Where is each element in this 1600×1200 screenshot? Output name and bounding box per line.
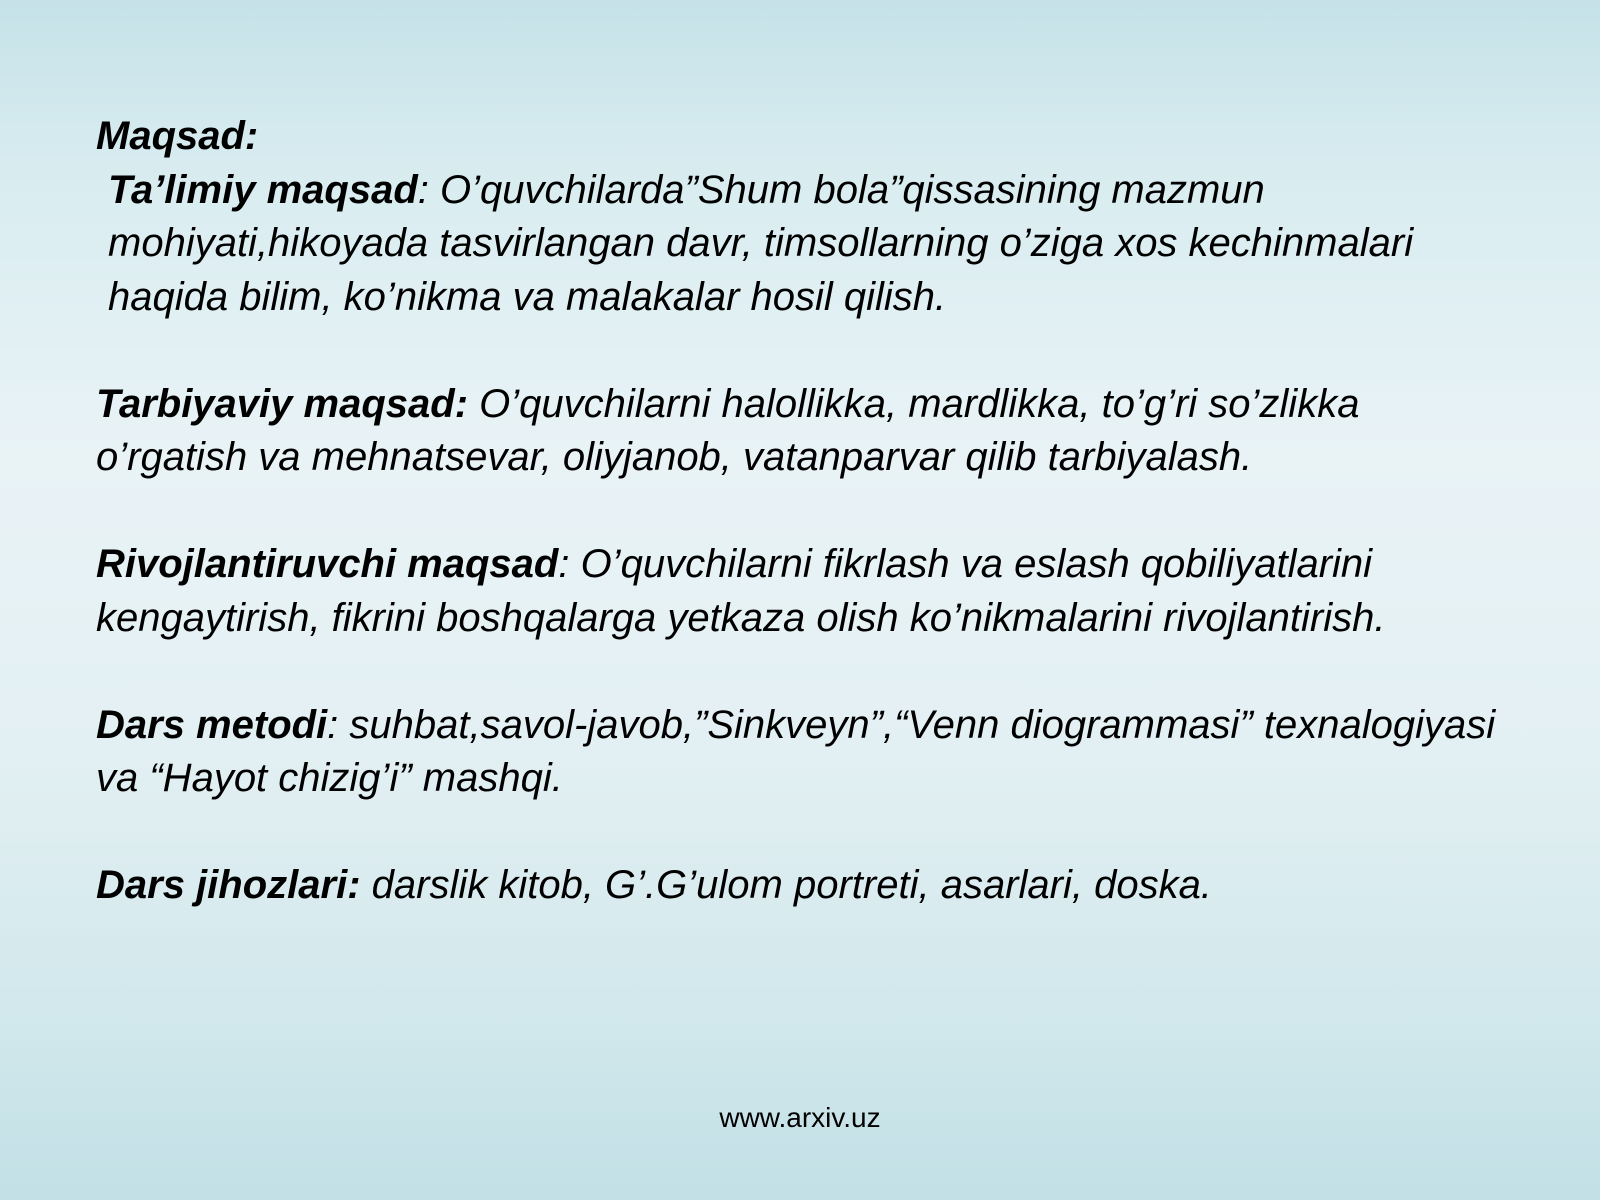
section-label: Rivojlantiruvchi maqsad — [96, 542, 559, 586]
section-dars-metodi — [96, 699, 1516, 806]
slide-body — [96, 110, 1516, 913]
section-label: Ta’limiy maqsad — [108, 167, 418, 212]
section-label: Dars metodi — [96, 702, 328, 747]
section-rivojlantiruvchi — [96, 538, 1516, 645]
footer-url: www.arxiv.uz — [719, 1102, 881, 1133]
section-label: Dars jihozlari: — [96, 863, 361, 907]
section-text: : O’quvchilarda”Shum bola”qissasining mazmun mohiyati,hikoyada tasvirlangan davr, timsollarning o’ziga xos kechinmalari haqida bilim, ko’nikma va malakalar hosil qilish. — [108, 167, 1414, 319]
heading: Maqsad: — [96, 114, 259, 158]
section-talimiy — [96, 164, 1516, 325]
section-dars-jihozlari — [96, 859, 1516, 913]
section-text: darslik kitob, G’.G’ulom portreti, asarlari, doska. — [360, 863, 1212, 907]
section-text: O’quvchilarni halollikka, mardlikka, to’g’ri so’zlikka o’rgatish va mehnatsevar, oliyjanob, vatanparvar qilib tarbiyalash. — [96, 381, 1360, 479]
section-label: Tarbiyaviy maqsad: — [96, 381, 469, 426]
section-text: : O’quvchilarni fikrlash va eslash qobiliyatlarini kengaytirish, fikrini boshqalarga yetkaza olish ko’nikmalarini rivojlantirish. — [96, 542, 1386, 640]
heading-block — [96, 110, 1516, 164]
section-text: : suhbat,savol-javob,”Sinkveyn”,“Venn diogrammasi” texnalogiyasi va “Hayot chizig’i” mashqi. — [96, 702, 1496, 800]
section-tarbiyaviy — [96, 378, 1516, 485]
